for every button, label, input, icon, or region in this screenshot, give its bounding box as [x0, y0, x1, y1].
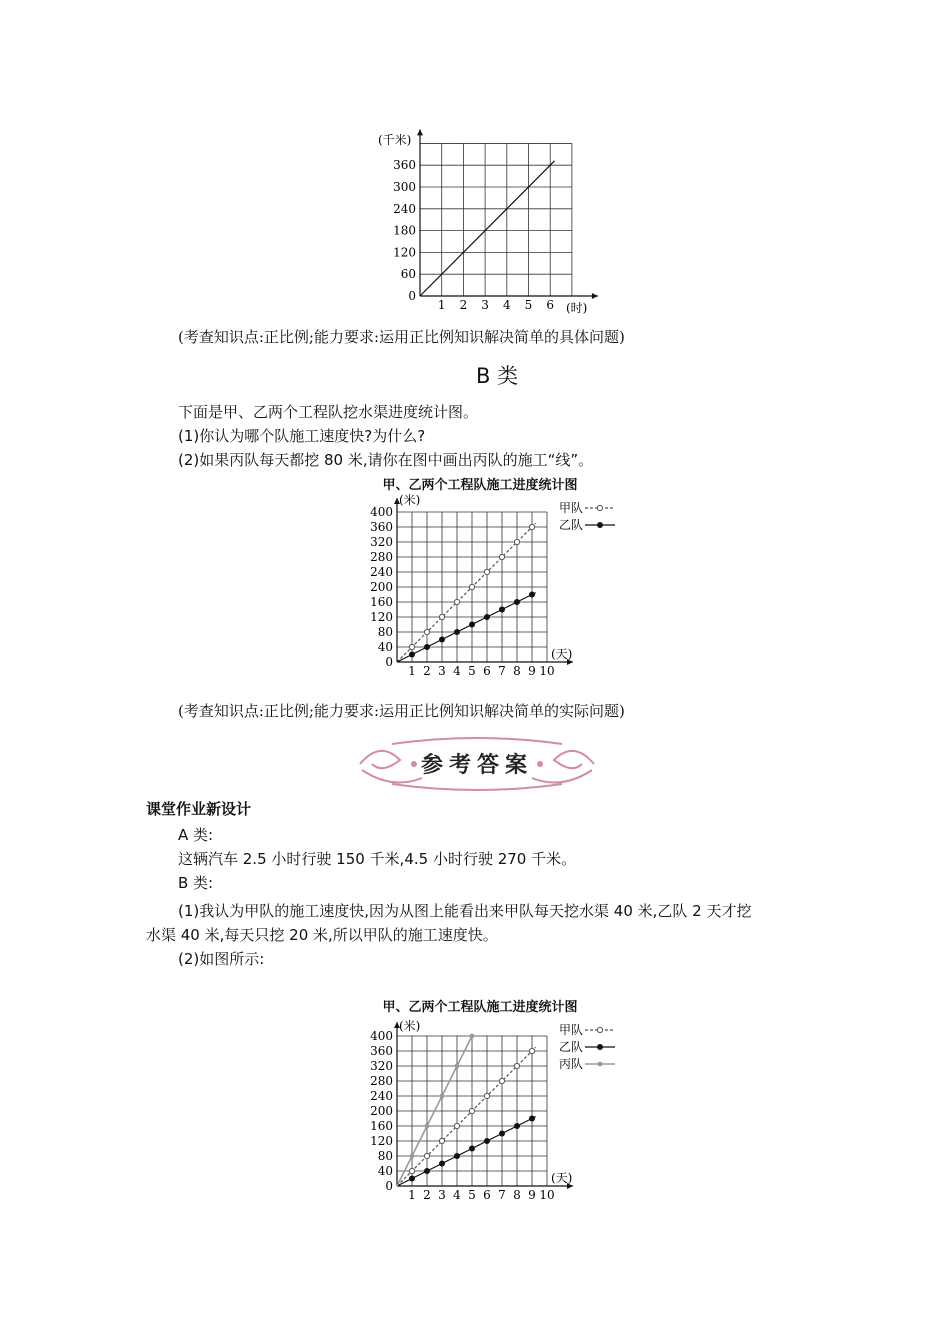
data-point-gray: [410, 1154, 415, 1159]
y-tick-label: 80: [377, 1149, 393, 1163]
x-tick-label: 2: [423, 664, 431, 678]
data-point-hollow: [484, 1093, 489, 1098]
data-point-filled: [424, 1168, 430, 1174]
y-tick-label: 0: [385, 1179, 393, 1193]
y-tick-label: 80: [377, 625, 393, 639]
legend-label: 乙队: [559, 518, 584, 532]
data-point-filled: [439, 637, 445, 643]
data-point-filled: [484, 1138, 490, 1144]
y-tick-label: 180: [393, 223, 416, 238]
data-point-hollow: [499, 1078, 504, 1083]
chart3-xlabel: (天): [551, 1171, 573, 1185]
x-tick-label: 3: [438, 1188, 446, 1202]
y-tick-label: 120: [370, 610, 393, 624]
y-tick-label: 120: [393, 245, 416, 260]
data-point-filled: [514, 1123, 520, 1129]
y-tick-label: 280: [370, 550, 393, 564]
answer-banner: [352, 730, 602, 798]
legend-marker: [597, 505, 602, 510]
x-axis-arrow-icon: [592, 293, 598, 299]
x-tick-label: 4: [453, 664, 461, 678]
x-tick-label: 3: [438, 664, 446, 678]
x-tick-label: 8: [513, 1188, 521, 1202]
data-point-filled: [469, 1146, 475, 1152]
knowledge-note-2: (考查知识点:正比例;能力要求:运用正比例知识解决简单的实际问题): [178, 702, 625, 720]
section-heading-b: B 类: [476, 364, 519, 388]
data-point-filled: [529, 592, 535, 598]
data-point-gray: [440, 1094, 445, 1099]
chart3-title: 甲、乙两个工程队施工进度统计图: [382, 1000, 578, 1015]
answer-a: 这辆汽车 2.5 小时行驶 150 千米,4.5 小时行驶 270 千米。: [178, 850, 577, 868]
data-point-hollow: [514, 539, 519, 544]
legend-marker: [597, 1044, 603, 1050]
x-tick-label: 7: [498, 664, 506, 678]
y-tick-label: 40: [377, 1164, 393, 1178]
data-point-filled: [499, 1131, 505, 1137]
data-point-hollow: [439, 1138, 444, 1143]
legend-label: 甲队: [559, 1023, 584, 1037]
section-title: 课堂作业新设计: [146, 800, 252, 818]
y-tick-label: 0: [408, 289, 416, 303]
x-tick-label: 7: [498, 1188, 506, 1202]
data-point-hollow: [529, 524, 534, 529]
y-tick-label: 160: [370, 1119, 393, 1133]
x-tick-label: 9: [528, 1188, 536, 1202]
chart1-xlabel: (时): [566, 301, 588, 315]
data-point-hollow: [529, 1048, 534, 1053]
y-tick-label: 400: [370, 1029, 393, 1043]
question-1: (1)你认为哪个队施工速度快?为什么?: [178, 427, 426, 445]
y-tick-label: 0: [385, 655, 393, 669]
y-tick-label: 360: [393, 158, 416, 173]
data-point-gray: [425, 1124, 430, 1129]
chart1-ylabel: (千米): [378, 133, 412, 147]
y-tick-label: 40: [377, 640, 393, 654]
answer-b2: (2)如图所示:: [178, 950, 265, 968]
question-2: (2)如果丙队每天都挖 80 米,请你在图中画出丙队的施工“线”。: [178, 451, 594, 469]
x-tick-label: 1: [437, 298, 446, 312]
x-tick-label: 10: [539, 1188, 555, 1202]
data-point-hollow: [424, 629, 429, 634]
legend-marker: [598, 1062, 603, 1067]
x-tick-label: 5: [524, 298, 533, 312]
data-point-filled: [499, 607, 505, 613]
legend-marker: [597, 522, 603, 528]
y-tick-label: 400: [370, 505, 393, 519]
x-tick-label: 6: [483, 664, 491, 678]
data-point-hollow: [469, 584, 474, 589]
y-tick-label: 200: [370, 1104, 393, 1118]
chart2-xlabel: (天): [551, 647, 573, 661]
distance-time-chart: [370, 120, 620, 320]
legend-label: 甲队: [559, 501, 584, 515]
x-tick-label: 8: [513, 664, 521, 678]
y-tick-label: 60: [400, 267, 416, 282]
y-tick-label: 280: [370, 1074, 393, 1088]
progress-chart-answer: [355, 1014, 635, 1204]
chart3-ylabel: (米): [399, 1019, 421, 1033]
y-tick-label: 160: [370, 595, 393, 609]
x-tick-label: 1: [408, 664, 416, 678]
data-point-hollow: [409, 644, 414, 649]
data-point-filled: [529, 1116, 535, 1122]
data-point-gray: [455, 1064, 460, 1069]
chart2-title: 甲、乙两个工程队施工进度统计图: [382, 478, 578, 493]
y-axis-arrow-icon: [417, 129, 423, 135]
x-tick-label: 6: [546, 298, 555, 312]
data-point-filled: [439, 1161, 445, 1167]
y-tick-label: 240: [370, 1089, 393, 1103]
data-point-hollow: [499, 554, 504, 559]
data-point-hollow: [454, 1123, 459, 1128]
data-point-hollow: [514, 1063, 519, 1068]
x-tick-label: 5: [468, 664, 476, 678]
chart2-ylabel: (米): [399, 493, 421, 507]
banner-text: 参考答案: [420, 752, 534, 778]
data-point-filled: [469, 622, 475, 628]
x-tick-label: 4: [502, 298, 511, 312]
legend-label: 乙队: [559, 1040, 584, 1054]
answer-a-label: A 类:: [178, 826, 214, 844]
data-point-filled: [484, 614, 490, 620]
y-tick-label: 240: [370, 565, 393, 579]
y-tick-label: 320: [370, 535, 393, 549]
answer-b-label: B 类:: [178, 874, 214, 892]
data-point-hollow: [424, 1153, 429, 1158]
x-tick-label: 10: [539, 664, 555, 678]
answer-b1-line1: (1)我认为甲队的施工速度快,因为从图上能看出来甲队每天挖水渠 40 米,乙队 2 天才挖: [178, 902, 752, 920]
data-point-filled: [409, 1176, 415, 1182]
y-tick-label: 320: [370, 1059, 393, 1073]
x-tick-label: 1: [408, 1188, 416, 1202]
data-point-hollow: [439, 614, 444, 619]
x-tick-label: 3: [481, 298, 489, 312]
x-tick-label: 6: [483, 1188, 491, 1202]
data-point-hollow: [484, 569, 489, 574]
data-point-hollow: [454, 599, 459, 604]
x-tick-label: 5: [468, 1188, 476, 1202]
answer-b1-line2: 水渠 40 米,每天只挖 20 米,所以甲队的施工速度快。: [146, 926, 498, 944]
knowledge-note-1: (考查知识点:正比例;能力要求:运用正比例知识解决简单的具体问题): [178, 328, 625, 346]
x-tick-label: 2: [459, 298, 468, 312]
data-point-filled: [424, 644, 430, 650]
data-point-hollow: [409, 1168, 414, 1173]
data-point-filled: [409, 652, 415, 658]
progress-chart-question: [355, 492, 635, 687]
data-point-filled: [454, 629, 460, 635]
y-tick-label: 240: [393, 201, 416, 216]
data-point-filled: [454, 1153, 460, 1159]
data-point-hollow: [469, 1108, 474, 1113]
question-intro: 下面是甲、乙两个工程队挖水渠进度统计图。: [178, 403, 479, 421]
x-tick-label: 9: [528, 664, 536, 678]
legend-label: 丙队: [559, 1057, 584, 1071]
x-tick-label: 2: [423, 1188, 431, 1202]
series-line-1: [420, 161, 555, 296]
y-tick-label: 360: [370, 1044, 393, 1058]
data-point-gray: [470, 1034, 475, 1039]
y-tick-label: 360: [370, 520, 393, 534]
y-tick-label: 300: [393, 180, 416, 195]
x-tick-label: 4: [453, 1188, 461, 1202]
data-point-filled: [514, 599, 520, 605]
y-tick-label: 120: [370, 1134, 393, 1148]
legend-marker: [597, 1027, 602, 1032]
y-tick-label: 200: [370, 580, 393, 594]
